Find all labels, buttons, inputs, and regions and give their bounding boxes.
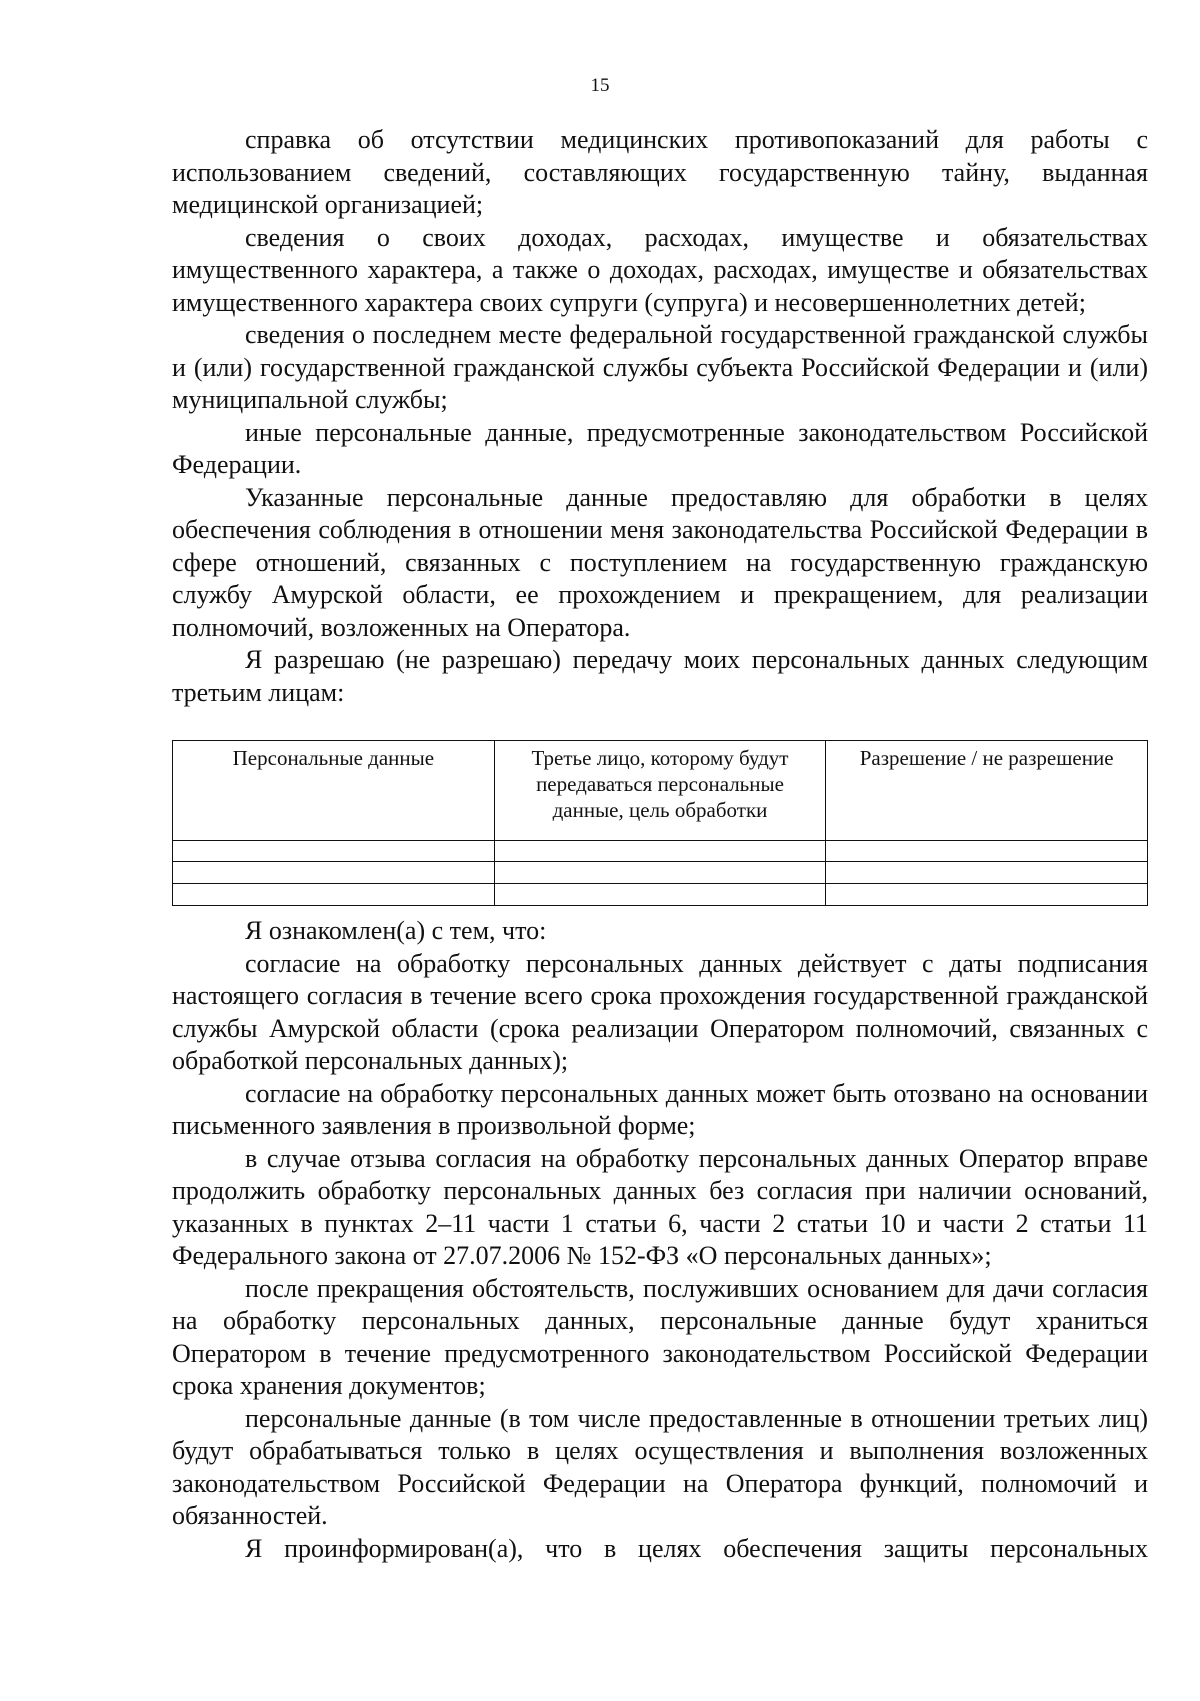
table-cell[interactable] [173,840,495,862]
paragraph-other-data: иные персональные данные, предусмотренные законодательством Российской Федерации. [172,417,1148,479]
paragraph-acknowledged: Я ознакомлен(а) с тем, что: [245,916,547,945]
table-row [173,884,1148,906]
acknowledgement-section [172,915,1148,1565]
paragraph-third-party-permission: Я разрешаю (не разрешаю) передачу моих персональных данных следующим третьим лицам: [172,645,1148,707]
table-row [173,840,1148,862]
paragraph-consent-withdrawal: согласие на обработку персональных данных может быть отозвано на основании письменного заявления в произвольной форме; [172,1078,1148,1140]
paragraph-processing-purpose: Указанные персональные данные предоставляю для обработки в целях обеспечения соблюдения в отношении меня законодательства Российской Федерации в сфере отношений, связанных с поступлением на государственную гражданскую службу Амурской области, ее прохождением и прекращением, для реализации полномочий, возложенных на Оператора. [172,482,1148,642]
paragraph-withdrawal-consequences: в случае отзыва согласия на обработку персональных данных Оператор вправе продолжить обработку персональных данных без согласия при наличии оснований, указанных в пунктах 2–11 части 1 статьи 6, части 2 статьи 10 и части 2 статьи 11 Федерального закона от 27.07.2006 № 152-ФЗ «О персональных данных»; [172,1143,1148,1270]
table-cell[interactable] [173,884,495,906]
paragraph-informed: Я проинформирован(а), что в целях обеспечения защиты персональных [245,1533,1148,1563]
paragraph-processing-scope: персональные данные (в том числе предоставленные в отношении третьих лиц) будут обрабатываться только в целях осуществления и выполнения возложенных законодательством Российской Федерации на Оператора функций, полномочий и обязанностей. [172,1403,1148,1530]
table-cell[interactable] [826,884,1148,906]
table-row [173,862,1148,884]
consent-items-section [172,124,1148,709]
table-header-row [173,741,1148,841]
third-party-table [172,740,1148,906]
paragraph-last-service: сведения о последнем месте федеральной государственной гражданской службы и (или) государственной гражданской службы субъекта Российской Федерации и (или) муниципальной службы; [172,320,1148,414]
table-cell[interactable] [826,840,1148,862]
table-cell[interactable] [173,862,495,884]
page-number: 15 [590,75,610,96]
table-cell[interactable] [494,840,826,862]
paragraph-storage-after-termination: после прекращения обстоятельств, послуживших основанием для дачи согласия на обработку персональных данных, персональные данные будут храниться Оператором в течение предусмотренного законодательством Российской Федерации срока хранения документов; [172,1273,1148,1400]
column-header-permission: Разрешение / не разрешение [826,741,1148,841]
column-header-personal-data: Персональные данные [173,741,495,841]
table-cell[interactable] [826,862,1148,884]
paragraph-medical-certificate: справка об отсутствии медицинских противопоказаний для работы с использованием сведений, составляющих государственную тайну, выданная медицинской организацией; [172,125,1148,219]
table-cell[interactable] [494,862,826,884]
column-header-third-party: Третье лицо, которому будут передаваться персональные данные, цель обработки [494,741,826,841]
paragraph-consent-duration: согласие на обработку персональных данных действует с даты подписания настоящего согласия в течение всего срока прохождения государственной гражданской службы Амурской области (срока реализации Оператором полномочий, связанных с обработкой персональных данных); [172,948,1148,1075]
paragraph-income-info: сведения о своих доходах, расходах, имуществе и обязательствах имущественного характера, а также о доходах, расходах, имуществе и обязательствах имущественного характера своих супруги (супруга) и несовершеннолетних детей; [172,222,1148,317]
table-cell[interactable] [494,884,826,906]
